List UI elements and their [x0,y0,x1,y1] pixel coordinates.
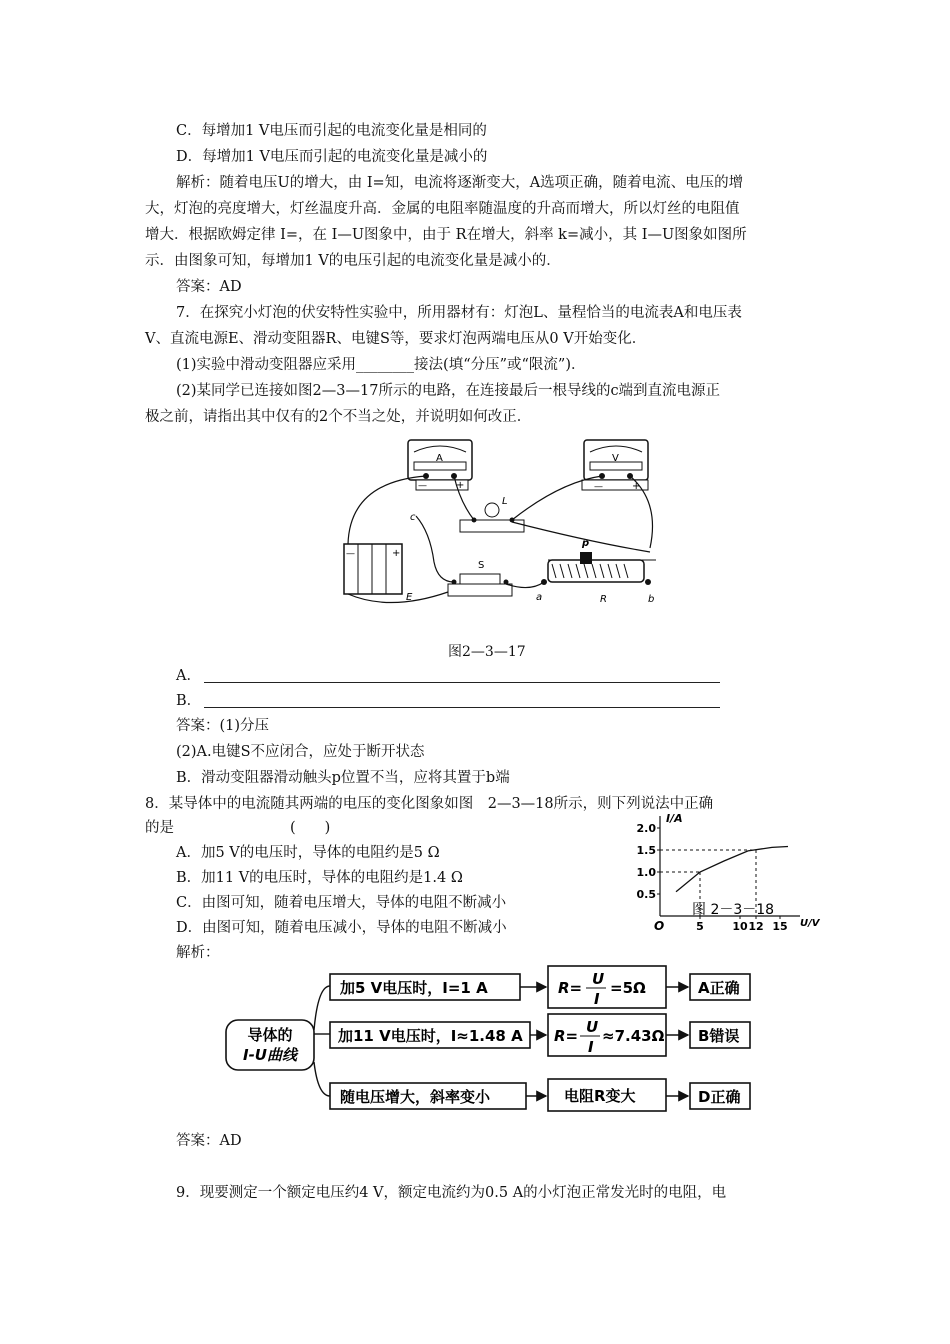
svg-text:=5Ω: =5Ω [610,979,646,997]
flow-row1-result: A正确 [698,979,740,997]
flow-branch-bot [314,1062,330,1096]
circuit-figure [330,432,670,612]
svg-text:I: I [594,990,600,1008]
y-tick-label: 1.5 [636,844,656,857]
svg-text:p: p [582,538,590,549]
svg-text:V: V [612,453,619,464]
y-tick-label: 2.0 [636,822,656,835]
analysis-line-2: 大，灯泡的亮度增大，灯丝温度升高．金属的电阻率随温度的升高而增大，所以灯丝的电阻值 [145,201,740,217]
svg-text:+: + [392,548,401,559]
svg-text:c: c [410,512,416,523]
answer-7-3: B．滑动变阻器滑动触头p位置不当，应将其置于b端 [176,770,510,786]
flow-row2-result: B错误 [698,1027,740,1045]
q9-stem: 9．现要测定一个额定电压约4 V，额定电流约为0.5 A的小灯泡正常发光时的电阻，电 [176,1185,727,1201]
y-tick-label: 0.5 [636,888,656,901]
x-tick-label: 10 [732,920,748,933]
analysis-line-4: 示．由图象可知，每增加1 V的电压引起的电流变化量是减小的． [145,253,561,269]
x-tick-label: 5 [696,920,704,933]
svg-text:R=: R= [558,979,583,997]
svg-text:a: a [536,592,543,603]
q8-option-c: C．由图可知，随着电压增大，导体的电阻不断减小 [176,895,507,911]
q7-part-2: (2)某同学已连接如图2—3—17所示的电路，在连接最后一根导线的c端到直流电源正 [176,383,721,399]
svg-text:E: E [406,592,413,603]
svg-text:U: U [592,970,605,988]
option-c: C．每增加1 V电压而引起的电流变化量是相同的 [176,123,487,139]
svg-text:R=: R= [554,1027,579,1045]
q7-line-1: 7．在探究小灯泡的伏安特性实验中，所用器材有：灯泡L、量程恰当的电流表A和电压表 [176,305,742,321]
svg-text:I: I [588,1038,594,1056]
svg-text:—: — [418,481,427,491]
option-d: D．每增加1 V电压而引起的电流变化量是减小的 [176,149,488,165]
analysis-line-1: 解析：随着电压U的增大，由 I=知，电流将逐渐变大，A选项正确，随着电流、电压的增 [176,175,744,191]
ammeter-icon [408,440,472,491]
y-axis-label: I/A [666,812,683,825]
q7-line-2: V、直流电源E、滑动变阻器R、电键S等，要求灯泡两端电压从0 V开始变化． [145,331,647,347]
svg-text:—: — [594,482,603,492]
flow-branch-top [314,986,330,1030]
q7-part-2-cont: 极之前，请指出其中仅有的2个不当之处，并说明如何改正． [145,409,532,425]
analysis-line-3: 增大．根据欧姆定律 I=，在 I—U图象中，由于 R在增大，斜率 k=减小，其 I—U图象如图所 [145,227,747,243]
flow-row2-cond: 加11 V电压时，I≈1.48 A [338,1027,523,1045]
q8-option-a: A．加5 V的电压时，导体的电阻约是5 Ω [176,845,440,861]
q8-analysis-label: 解析： [176,945,220,961]
series-curve [676,847,788,892]
answer-7-1: 答案：(1)分压 [176,718,270,734]
svg-text:R: R [600,594,607,605]
q7-part-1: (1)实验中滑动变阻器应采用________接法(填“分压”或“限流”)． [176,357,586,373]
rheostat-icon [536,538,656,605]
svg-text:U: U [586,1018,599,1036]
x-axis-label: U/V [800,918,820,929]
answer-7-2: (2)A.电键S不应闭合，应处于断开状态 [176,744,425,760]
switch-icon [448,560,512,596]
q8-option-b: B．加11 V的电压时，导体的电阻约是1.4 Ω [176,870,463,886]
y-tick-label: 1.0 [636,866,656,879]
flow-row1-cond: 加5 V电压时，I=1 A [340,979,488,997]
flow-row3-cond: 随电压增大，斜率变小 [340,1088,491,1106]
figure-18-caption: 图 2－3－18 [692,902,775,918]
origin-label: O [654,919,665,933]
blank-b-line [204,707,720,708]
flow-root-line-1: 导体的 [247,1026,293,1044]
svg-text:S: S [478,560,485,571]
svg-text:L: L [502,496,508,507]
flow-row3-calc: 电阻R变大 [564,1087,636,1105]
q8-stem-2: 的是 ( ) [145,820,331,836]
analysis-flow-diagram [222,962,782,1112]
x-tick-label: 15 [772,920,788,933]
iu-chart [620,808,830,938]
flow-root-line-2: I-U曲线 [243,1046,297,1064]
svg-text:—: — [346,549,355,559]
battery-icon [344,544,413,603]
blank-a-line [204,682,720,683]
svg-text:A: A [436,453,443,464]
figure-17-caption: 图2—3—17 [448,644,526,660]
flow-row3-result: D正确 [698,1088,741,1106]
blank-b-label: B． [176,693,202,709]
svg-text:≈7.43Ω: ≈7.43Ω [602,1027,665,1045]
q8-stem-1: 8．某导体中的电流随其两端的电压的变化图象如图 2—3—18所示，则下列说法中正确 [145,796,714,812]
svg-text:+: + [632,481,641,492]
q8-answer: 答案：AD [176,1133,242,1149]
x-tick-label: 12 [748,920,764,933]
svg-text:b: b [648,594,655,605]
blank-a-label: A． [176,668,201,684]
svg-text:+: + [456,480,465,491]
q8-option-d: D．由图可知，随着电压减小，导体的电阻不断减小 [176,920,507,936]
answer-6: 答案：AD [176,279,242,295]
